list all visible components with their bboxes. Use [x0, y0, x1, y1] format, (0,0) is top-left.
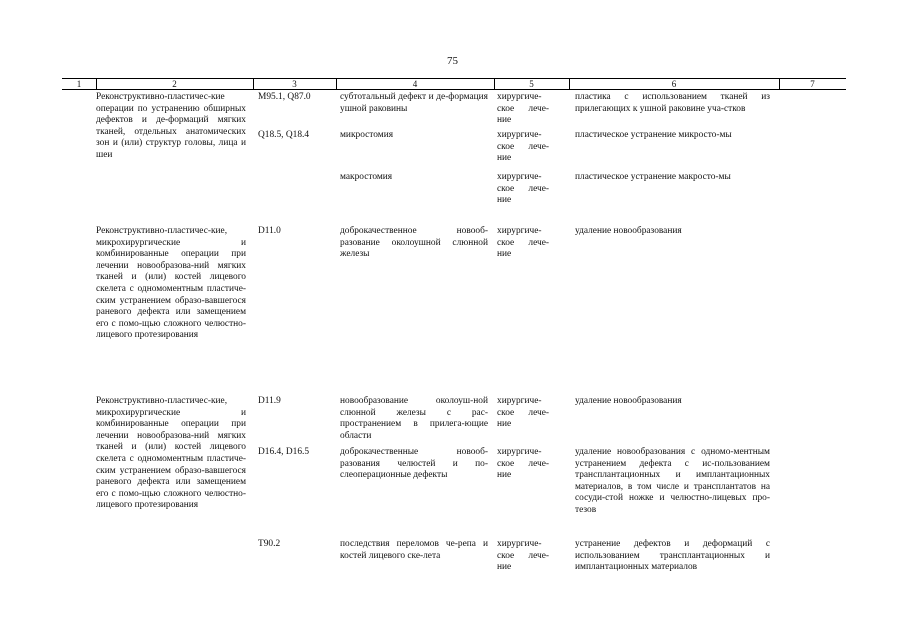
diagnosis-text: доброкачественные новооб-разования челюстей и по-слеоперационные дефекты	[340, 447, 488, 481]
treatment-type: хирургиче-ское лече-ние	[497, 172, 549, 206]
diagnosis-text: новообразование околоуш-ной слюнной железы с рас-пространением в прилега-ющие области	[340, 396, 488, 441]
diagnosis-codes: T90.2	[258, 539, 281, 549]
procedure-text: Реконструктивно-пластичес-кие, микрохирургические и комбинированные операции при лечении новообразова-ний мягких тканей и (или) костей лицевого скелета с одномоментным пластиче-ским устранением образо-вавшегося раневого дефекта или замещением его с помо-щью сложного челюстно-лицевого протезирования	[96, 226, 246, 341]
treatment-method: пластика с использованием тканей из прилегающих к ушной раковине уча-стков	[575, 92, 770, 114]
procedure-text: Реконструктивно-пластичес-кие, микрохирургические и комбинированные операции при лечении новообразова-ний мягких тканей и (или) костей лицевого скелета с одномоментным пластиче-ским устранением образо-вавшегося раневого дефекта или замещением его с помо-щью сложного челюстно-лицевого протезирования	[96, 396, 246, 511]
diagnosis-codes: M95.1, Q87.0	[258, 92, 311, 102]
treatment-method: удаление новообразования	[575, 226, 682, 236]
page-number: 75	[447, 55, 458, 67]
col-header-7: 7	[810, 79, 815, 89]
diagnosis-text: последствия переломов че-репа и костей лицевого ске-лета	[340, 539, 488, 561]
procedure-text: Реконструктивно-пластичес-кие операции по устранению обширных дефектов и де-формаций мягких тканей, отдельных анатомических зон и (или) структур головы, лица и шеи	[96, 92, 246, 160]
col-header-3: 3	[292, 79, 297, 89]
col-header-4: 4	[412, 79, 418, 89]
treatment-type: хирургиче-ское лече-ние	[497, 226, 549, 260]
col-header-2: 2	[172, 79, 177, 89]
diagnosis-codes: D11.9	[258, 396, 281, 406]
diagnosis-text: микростомия	[340, 130, 394, 140]
treatment-type: хирургиче-ское лече-ние	[497, 447, 549, 481]
treatment-type: хирургиче-ское лече-ние	[497, 130, 549, 164]
col-header-1: 1	[76, 79, 82, 89]
table-header	[62, 78, 846, 90]
diagnosis-codes: Q18.5, Q18.4	[258, 130, 310, 140]
col-header-6: 6	[671, 79, 677, 89]
diagnosis-text: макростомия	[340, 172, 393, 182]
diagnosis-codes: D16.4, D16.5	[258, 447, 310, 457]
diagnosis-codes: D11.0	[258, 226, 281, 236]
diagnosis-text: субтотальный дефект и де-формация ушной раковины	[340, 92, 488, 114]
treatment-type: хирургиче-ское лече-ние	[497, 539, 549, 573]
diagnosis-text: доброкачественное новооб-разование околоушной слюнной железы	[340, 226, 488, 260]
treatment-method: устранение дефектов и деформаций с использованием трансплантационных и имплантационных материалов	[575, 539, 770, 573]
treatment-method: пластическое устранение макросто-мы	[575, 172, 731, 182]
treatment-method: пластическое устранение микросто-мы	[575, 130, 732, 140]
treatment-type: хирургиче-ское лече-ние	[497, 396, 549, 430]
col-header-5: 5	[529, 79, 534, 89]
treatment-method: удаление новообразования	[575, 396, 682, 406]
treatment-type: хирургиче-ское лече-ние	[497, 92, 549, 126]
treatment-method: удаление новообразования с одномо-ментным устранением дефекта с ис-пользованием трансплантационных и имплантационных материалов, в том числе и трансплантатов на сосуди-стой ножке и челюстно-лицевых про-тезов	[575, 447, 770, 515]
